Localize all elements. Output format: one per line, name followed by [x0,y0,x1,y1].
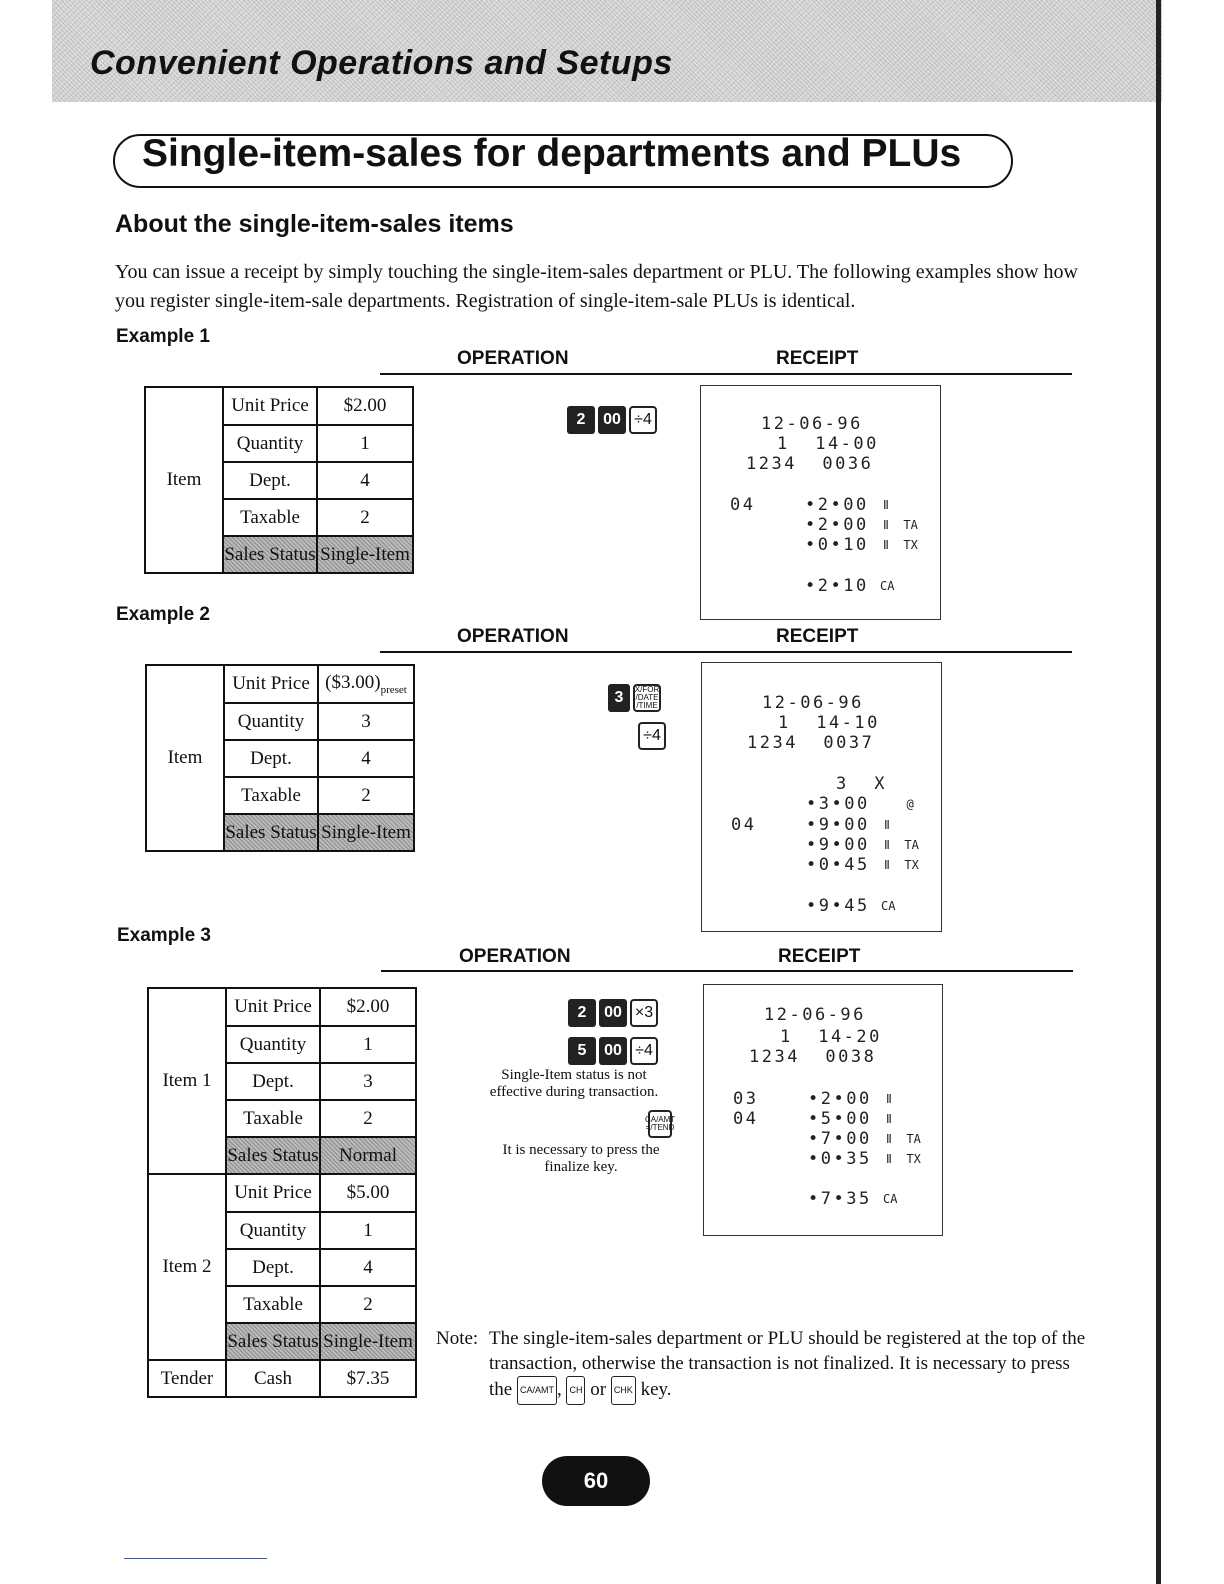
department-key: ×3 [630,999,658,1027]
receipt-consecutive: 1234 0038 [749,1047,877,1067]
receipt-dept: 04 [730,495,756,515]
x-for-date-time-key: X/FOR /DATE /TIME [634,685,660,710]
numeric-key: 2 [567,406,595,434]
item-1-label: Item 1 [148,988,226,1174]
receipt-symbol: Ⅱ TX [883,538,918,552]
field-cell: Dept. [223,462,317,499]
example-3-receipt-header: RECEIPT [778,946,861,967]
receipt-amount: •5•00 [808,1109,872,1129]
example-2-operation-header: OPERATION [457,626,569,647]
page-title: Single-item-sales for departments and PLUs [142,132,962,175]
value-cell: $2.00 [320,988,416,1026]
finalize-key-note: It is necessary to press the finalize key. [502,1142,660,1175]
note-or: or [590,1378,607,1400]
value-cell: 3 [320,1063,416,1100]
intro-paragraph: You can issue a receipt by simply touching the single-item-sales department or PLU. The following examples show how you register single-item-sale departments. Registration of single-item-sale PLUs is identical. [115,261,1078,312]
receipt-symbol: Ⅱ TX [886,1152,921,1166]
section-heading: About the single-item-sales items [115,210,514,238]
field-cell: Unit Price [226,1174,320,1212]
example-1-item-table [144,386,414,574]
receipt-total-symbol: CA [883,1192,898,1206]
item-2-label: Item 2 [148,1174,226,1360]
field-cell: Taxable [223,499,317,536]
value-cell: 2 [318,777,414,814]
double-zero-key: 00 [599,1037,627,1065]
receipt-total: •2•10 [805,576,869,596]
value-cell [318,665,414,703]
field-cell: Unit Price [224,665,318,703]
receipt-consecutive: 1234 0037 [747,733,875,753]
receipt-amount: •3•00 [806,794,870,814]
sales-status-value: Single-Item [317,536,413,573]
value-cell: 4 [320,1249,416,1286]
receipt-symbol: Ⅱ [884,818,890,832]
value-cell: $5.00 [320,1174,416,1212]
field-cell: Unit Price [223,387,317,425]
field-cell: Dept. [224,740,318,777]
receipt-date: 12-06-96 [761,414,863,434]
example-1-receipt [700,385,941,620]
sales-status-value: Single-Item [318,814,414,851]
receipt-symbol: Ⅱ TX [884,858,919,872]
receipt-time: 1 14-20 [780,1027,882,1047]
receipt-amount: •2•00 [805,495,869,515]
department-key: ÷4 [638,722,666,750]
example-1-operation-header: OPERATION [457,348,569,369]
example-3-key-row-1 [568,999,658,1027]
example-2-item-table [145,664,415,852]
page-number: 60 [542,1456,650,1506]
example-2-rule [380,651,1072,653]
receipt-date: 12-06-96 [764,1005,866,1025]
value-cell: 2 [320,1100,416,1137]
receipt-dept: 03 [733,1089,759,1109]
receipt-time: 1 14-10 [778,713,880,733]
receipt-total-symbol: CA [880,579,895,593]
sales-status-value: Normal [320,1137,416,1174]
receipt-symbol: Ⅱ TA [884,838,919,852]
example-1-key-sequence [567,406,657,434]
sales-status-field: Sales Status [226,1323,320,1360]
example-3-finalize-key [644,1110,676,1138]
receipt-symbol: Ⅱ TA [883,518,918,532]
receipt-amount: •9•00 [806,835,870,855]
example-2-key-row-1 [608,684,661,712]
receipt-total: •9•45 [806,896,870,916]
value-cell: 3 [318,703,414,740]
tender-method: Cash [226,1360,320,1397]
chk-key-icon: CHK [611,1376,636,1405]
receipt-symbol: @ [892,797,914,811]
field-cell: Unit Price [226,988,320,1026]
value-cell: 4 [318,740,414,777]
value-cell: 1 [317,425,413,462]
double-zero-key: 00 [598,406,626,434]
field-cell: Quantity [223,425,317,462]
ca-amt-tend-key: CA/AMT =/TEND [648,1110,672,1138]
sales-status-field: Sales Status [224,814,318,851]
receipt-dept: 04 [731,815,757,835]
receipt-amount: •0•10 [805,535,869,555]
note-text-main: The single-item-sales department or PLU should be registered at the top of the transaction, otherwise the transaction is not finalized. It is necessary to press the [489,1328,1086,1400]
receipt-date: 12-06-96 [762,693,864,713]
receipt-symbol: Ⅱ [886,1092,892,1106]
receipt-amount: •0•45 [806,855,870,875]
note-comma: , [556,1378,562,1400]
tender-label: Tender [148,1360,226,1397]
example-2-key-row-2 [638,722,666,750]
receipt-amount: •2•00 [808,1089,872,1109]
value-cell: 4 [317,462,413,499]
department-key: ÷4 [629,406,657,434]
receipt-quantity: 3 X [836,774,887,794]
ch-key-icon: CH [566,1376,585,1405]
value-cell: 1 [320,1026,416,1063]
field-cell: Taxable [226,1100,320,1137]
numeric-key: 2 [568,999,596,1027]
receipt-amount: •7•00 [808,1129,872,1149]
example-3-item-table [147,987,417,1398]
example-1-receipt-header: RECEIPT [776,348,859,369]
field-cell: Dept. [226,1249,320,1286]
receipt-amount: •9•00 [806,815,870,835]
field-cell: Dept. [226,1063,320,1100]
receipt-amount: •2•00 [805,515,869,535]
numeric-key: 5 [568,1037,596,1065]
sales-status-value: Single-Item [320,1323,416,1360]
value-cell: 2 [320,1286,416,1323]
example-3-receipt [703,984,943,1236]
department-key: ÷4 [630,1037,658,1065]
single-item-status-note: Single-Item status is not effective during transaction. [489,1067,659,1100]
receipt-consecutive: 1234 0036 [746,454,874,474]
receipt-symbol: Ⅱ [886,1112,892,1126]
example-2-label: Example 2 [116,604,210,625]
footer-line [124,1558,267,1559]
receipt-amount: •0•35 [808,1149,872,1169]
note-text-end: key. [640,1378,672,1400]
preset-price: ($3.00) [325,672,381,694]
field-cell: Taxable [226,1286,320,1323]
receipt-symbol: Ⅱ TA [886,1132,921,1146]
preset-tag: preset [380,683,407,696]
note-label: Note: [436,1328,479,1349]
example-3-rule [381,970,1073,972]
page-edge-rule [1156,0,1161,1584]
sales-status-field: Sales Status [223,536,317,573]
example-2-receipt-header: RECEIPT [776,626,859,647]
ca-amt-key-icon: CA/AMT [517,1376,557,1405]
example-1-rule [380,373,1072,375]
field-cell: Quantity [226,1026,320,1063]
field-cell: Quantity [226,1212,320,1249]
numeric-key: 3 [608,684,630,712]
value-cell: $2.00 [317,387,413,425]
tender-amount: $7.35 [320,1360,416,1397]
item-label: Item [146,665,224,851]
receipt-symbol: Ⅱ [883,498,889,512]
value-cell: 2 [317,499,413,536]
example-2-receipt [701,662,942,932]
field-cell: Taxable [224,777,318,814]
example-3-operation-header: OPERATION [459,946,571,967]
double-zero-key: 00 [599,999,627,1027]
receipt-total-symbol: CA [881,899,896,913]
receipt-time: 1 14-00 [777,434,879,454]
example-3-label: Example 3 [117,925,211,946]
example-1-label: Example 1 [116,326,210,347]
receipt-total: •7•35 [808,1189,872,1209]
banner-title: Convenient Operations and Setups [90,44,673,82]
note-text [489,1326,1089,1405]
receipt-dept: 04 [733,1109,759,1129]
example-3-key-row-2 [568,1037,658,1065]
value-cell: 1 [320,1212,416,1249]
field-cell: Quantity [224,703,318,740]
item-label: Item [145,387,223,573]
sales-status-field: Sales Status [226,1137,320,1174]
